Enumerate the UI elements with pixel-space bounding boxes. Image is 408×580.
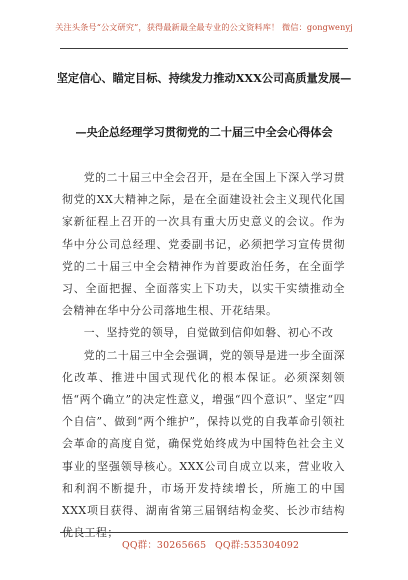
document-title-line-2: —央企总经理学习贯彻党的二十届三中全会心得体会 [75, 125, 333, 139]
footer-divider [60, 532, 348, 533]
footer-qq-group-right: QQ群:535304092 [215, 540, 300, 551]
section-heading-1: 一、坚持党的领导，自觉做到信仰如磐、初心不改 [83, 326, 334, 340]
top-banner: 关注头条号“公文研究”，获得最新最全最专业的公文资料库！ 微信：gongwenyj [55, 22, 353, 32]
footer-qq-group-left: QQ群：30265665 [122, 540, 207, 551]
document-title-line-1: 坚定信心、瞄定目标、持续发力推动XXX公司高质量发展— [56, 71, 352, 85]
document-body [62, 167, 345, 544]
banner-divider [60, 48, 348, 49]
paragraph-section-1: 党的二十届三中全会强调，党的领导是进一步全面深化改革、推进中国式现代化的根本保证。必须深刻领悟“两个确立”的决定性意义，增强“四个意识”、坚定“四个自信”、做到“两个维护”，保持以党的自我革命引领社会革命的高度自觉，确保党始终成为中国特色社会主义事业的坚强领导核心。XXX公司自成立以来，营业收入和利润不断提升，市场开发持续增长，所施工的中国XXX项目获得、湖南省第三届钢结构金奖、长沙市结构优良工程； [62, 348, 345, 540]
paragraph-intro: 党的二十届三中全会召开，是在全国上下深入学习贯彻党的XX大精神之际，是在全面建设社会主义现代化国家新征程上召开的一次具有重大历史意义的会议。作为华中分公司总经理、党委副书记，必须把学习宣传贯彻党的二十届三中全会精神作为首要政治任务，在全面学习、全面把握、全面落实上下功夫，以实干实绩推动全会精神在华中分公司落地生根、开花结果。 [62, 171, 345, 318]
